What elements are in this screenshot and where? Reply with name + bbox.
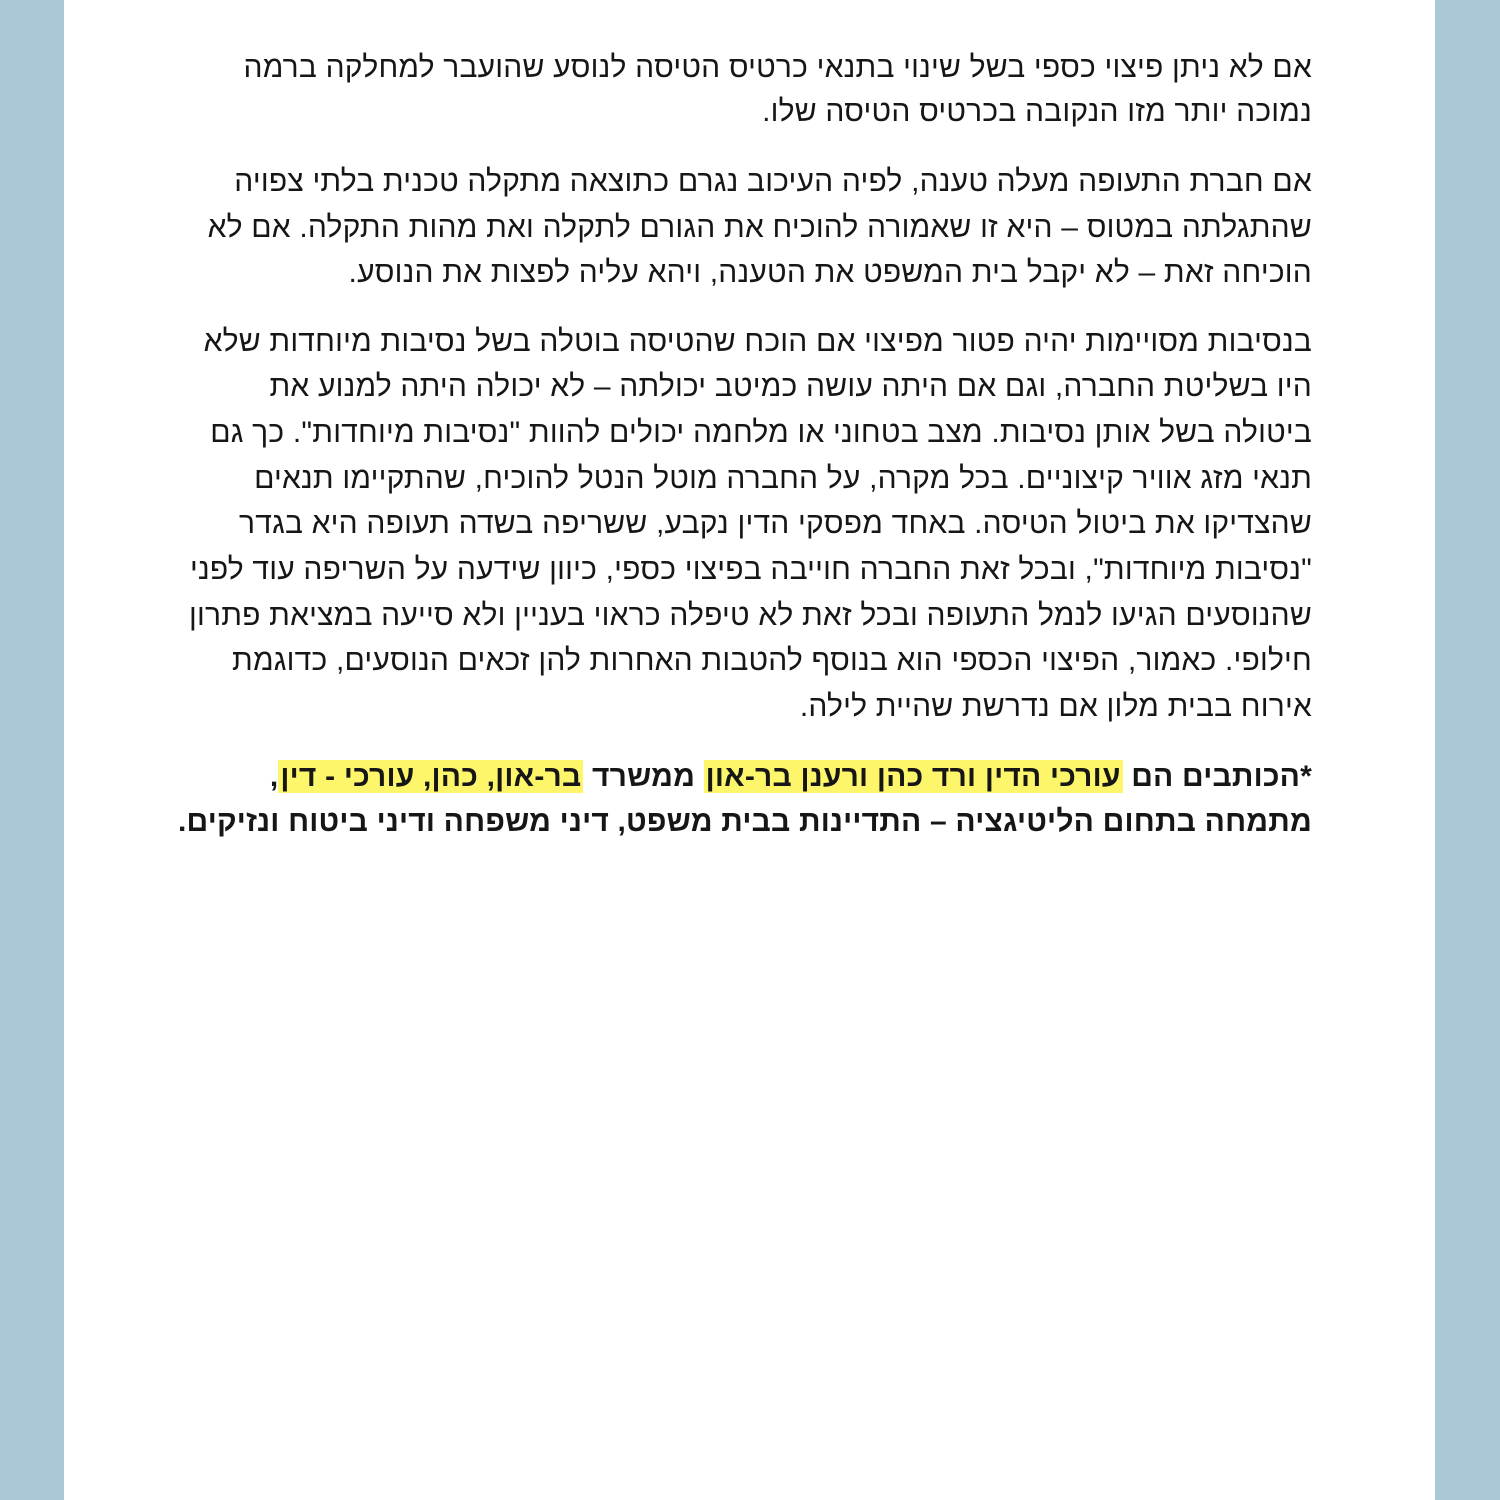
paragraph-3-line-2: היו בשליטת החברה, וגם אם היתה עושה כמיטב יכולתה – לא יכולה היתה למנוע את <box>269 370 1312 403</box>
paragraph-2-line-2: שהתגלתה במטוס – היא זו שאמורה להוכיח את הגורם לתקלה ואת מהות התקלה. אם לא <box>207 211 1312 244</box>
footnote-intro: *הכותבים הם <box>1122 760 1312 793</box>
paragraph-3-line-8: חילופי. כאמור, הפיצוי הכספי הוא בנוסף להטבות האחרות להן זכאים הנוסעים, כדוגמת <box>232 644 1312 677</box>
paragraph-1-line-1: אם לא ניתן פיצוי כספי בשל שינוי בתנאי כרטיס הטיסה לנוסע שהועבר למחלקה ברמה <box>243 51 1312 84</box>
footnote-line-2: מתמחה בתחום הליטיגציה – התדיינות בבית משפט, דיני משפחה ודיני ביטוח ונזיקים. <box>177 805 1312 838</box>
paragraph-3-line-7: שהנוסעים הגיעו לנמל התעופה ובכל זאת לא טיפלה כראוי בעניין ולא סייעה במציאת פתרון <box>189 599 1312 632</box>
paragraph-1-line-2: נמוכה יותר מזו הנקובה בכרטיס הטיסה שלו. <box>762 95 1312 128</box>
paragraph-3-line-3: ביטולה בשל אותן נסיבות. מצב בטחוני או מלחמה יכולים להוות "נסיבות מיוחדות". כך גם <box>210 416 1312 449</box>
footnote-comma: , <box>269 760 279 793</box>
document-page <box>64 0 1435 1500</box>
footnote-line-1 <box>270 757 1312 797</box>
paragraph-3-line-6: "נסיבות מיוחדות", ובכל זאת החברה חוייבה בפיצוי כספי, כיוון שידעה על השריפה עוד לפני <box>189 553 1312 586</box>
paragraph-3-line-5: שהצדיקו את ביטול הטיסה. באחד מפסקי הדין נקבע, ששריפה בשדה תעופה היא בגדר <box>239 507 1312 540</box>
footnote-from-firm: ממשרד <box>583 760 704 793</box>
paragraph-3-line-4: תנאי מזג אוויר קיצוניים. בכל מקרה, על החברה מוטל הנטל להוכיח, שהתקיימו תנאים <box>254 462 1312 495</box>
highlighted-authors: עורכי הדין ורד כהן ורענן בר-און <box>705 760 1121 793</box>
paragraph-3-line-9: אירוח בבית מלון אם נדרשת שהיית לילה. <box>799 690 1312 723</box>
paragraph-2-line-3: הוכיחה זאת – לא יקבל בית המשפט את הטענה, ויהא עליה לפצות את הנוסע. <box>348 256 1312 289</box>
highlighted-firm-name: בר-און, כהן, עורכי - דין <box>280 760 582 793</box>
paragraph-3-line-1: בנסיבות מסויימות יהיה פטור מפיצוי אם הוכח שהטיסה בוטלה בשל נסיבות מיוחדות שלא <box>203 325 1312 358</box>
paragraph-2-line-1: אם חברת התעופה מעלה טענה, לפיה העיכוב נגרם כתוצאה מתקלה טכנית בלתי צפויה <box>234 165 1312 198</box>
